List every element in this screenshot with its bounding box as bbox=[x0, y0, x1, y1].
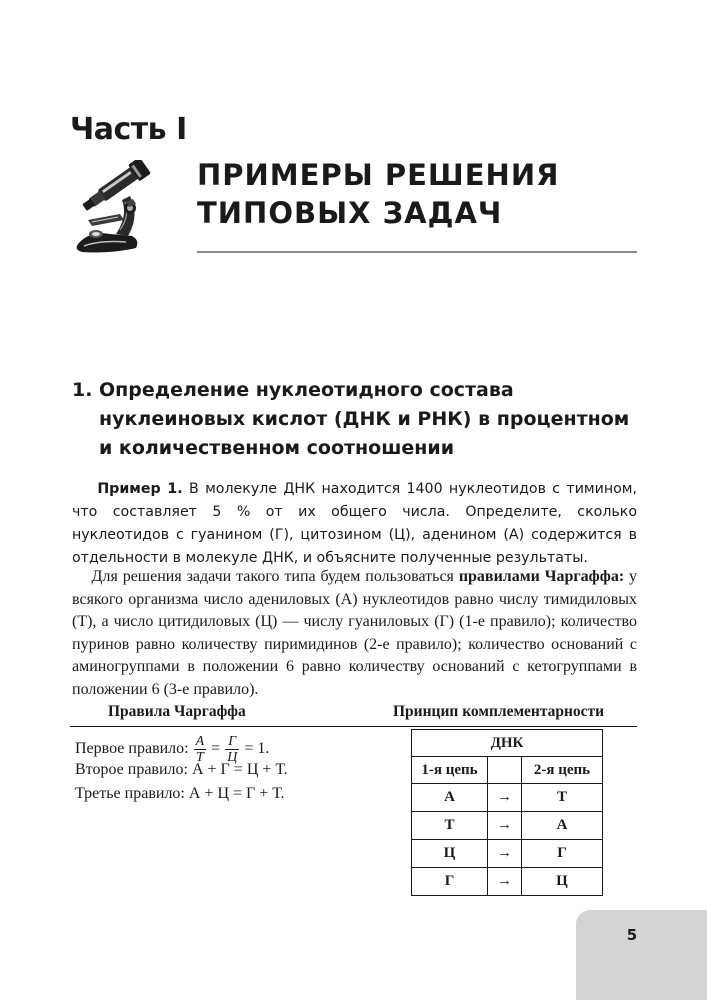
solution-bold-term: правилами Чаргаффа: bbox=[458, 568, 625, 585]
arrow-icon: → bbox=[488, 840, 522, 868]
section-number: 1. bbox=[72, 379, 93, 401]
chapter-rule bbox=[197, 251, 637, 253]
table-row bbox=[412, 840, 603, 868]
page-number: 5 bbox=[626, 926, 638, 944]
section-divider bbox=[70, 726, 637, 727]
fraction-a-t-denominator: Т bbox=[195, 750, 204, 765]
chapter-title-line2: ТИПОВЫХ ЗАДАЧ bbox=[197, 196, 503, 230]
fraction-g-c-denominator: Ц bbox=[227, 750, 238, 765]
fraction-g-c-numerator: Г bbox=[225, 734, 239, 750]
part-label: Часть I bbox=[70, 112, 187, 147]
section-heading-text: Определение нуклеотидного состава нуклеиновых кислот (ДНК и РНК) в процентном и количественном соотношении bbox=[99, 379, 630, 459]
table-row bbox=[412, 784, 603, 812]
arrow-icon: → bbox=[488, 868, 522, 896]
solution-intro: Для решения задачи такого типа будем пользоваться bbox=[91, 568, 454, 585]
table-cell-chain2: Ц bbox=[522, 868, 603, 896]
complementarity-title: Принцип комплементарности bbox=[393, 703, 605, 720]
example-paragraph bbox=[72, 478, 637, 570]
table-row bbox=[412, 812, 603, 840]
table-header-arrow bbox=[488, 757, 522, 784]
rule-first-result: = 1. bbox=[244, 740, 270, 758]
table-header-chain2: 2-я цепь bbox=[522, 757, 603, 784]
chargaff-rules bbox=[75, 734, 288, 806]
complementarity-table bbox=[411, 729, 603, 896]
arrow-icon: → bbox=[488, 812, 522, 840]
table-cell-chain2: Г bbox=[522, 840, 603, 868]
example-lead: Пример 1. bbox=[97, 481, 183, 497]
rule-first-label: Первое правило: bbox=[75, 740, 189, 758]
table-cell-chain1: Ц bbox=[412, 840, 488, 868]
chapter-title-line1: ПРИМЕРЫ РЕШЕНИЯ bbox=[197, 158, 560, 192]
rule-first-equals: = bbox=[211, 740, 221, 758]
table-header-dna: ДНК bbox=[412, 730, 603, 757]
table-cell-chain2: А bbox=[522, 812, 603, 840]
microscope-icon bbox=[70, 160, 170, 260]
page-number-tab bbox=[576, 910, 707, 1000]
table-cell-chain1: Т bbox=[412, 812, 488, 840]
table-cell-chain1: Г bbox=[412, 868, 488, 896]
fraction-a-t-numerator: А bbox=[195, 734, 205, 749]
table-cell-chain2: Т bbox=[522, 784, 603, 812]
chapter-title bbox=[197, 156, 637, 232]
solution-paragraph bbox=[72, 566, 637, 702]
rule-first bbox=[75, 734, 288, 765]
table-cell-chain1: А bbox=[412, 784, 488, 812]
table-header-chain1: 1-я цепь bbox=[412, 757, 488, 784]
rule-third: Третье правило: А + Ц = Г + Т. bbox=[75, 785, 285, 802]
example-text: В молекуле ДНК находится 1400 нуклеотидов с тимином, что составляет 5 % от их общего числа. Определите, сколько нуклеотидов с гуанином (Г), цитозином (Ц), аденином (А) содержится в отдельности в молекуле ДНК, и объясните полученные результаты. bbox=[72, 481, 638, 566]
arrow-icon: → bbox=[488, 784, 522, 812]
solution-text: у всякого организма число адениловых (А) нуклеотидов равно числу тимидиловых (Т), а число цитидиловых (Ц) — числу гуаниловых (Г) (1-е правило); количество пуринов равно количеству пиримидинов (2-е правило); количество оснований с аминогруппами в положении 6 равно количеству оснований с кетогруппами в положении 6 (3-е правило). bbox=[72, 568, 638, 698]
rule-second: Второе правило: А + Г = Ц + Т. bbox=[75, 761, 288, 778]
table-row bbox=[412, 868, 603, 896]
rules-title: Правила Чаргаффа bbox=[108, 703, 246, 720]
